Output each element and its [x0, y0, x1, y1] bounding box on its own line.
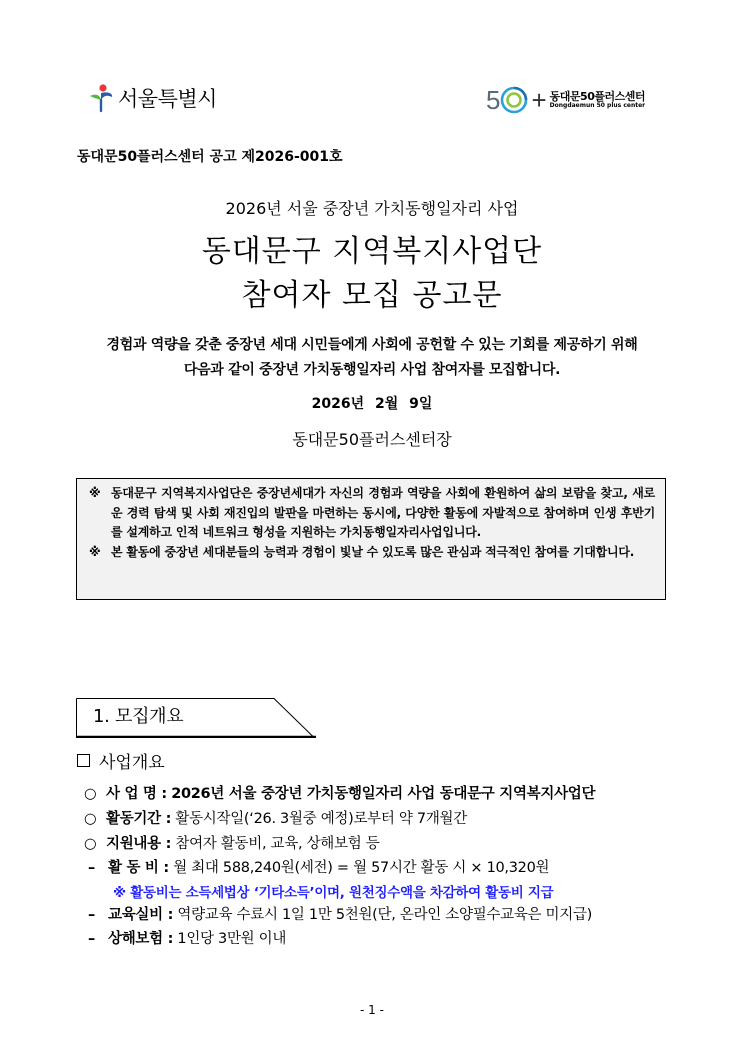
notice-item-text: 동대문구 지역복지사업단은 중장년세대가 자신의 경험과 역량을 사회에 환원하여 삶의 보람을 찾고, 새로운 경력 탐색 및 사회 재진입의 발판을 마련하는 동시에, 다양한 활동에 자발적으로 참여하며 인생 후반기를 설계하고 인적 네트워크 형성을 지원하는 가치동행일자리사업입니다.	[111, 486, 655, 539]
row-label: 교육실비 :	[108, 907, 174, 923]
seoul-emblem-icon	[88, 83, 114, 113]
overview-row-period	[84, 807, 467, 828]
intro-line2: 다음과 같이 중장년 가치동행일자리 사업 참여자를 모집합니다.	[183, 362, 561, 378]
section-label: 1. 모집개요	[93, 706, 184, 727]
sub-heading	[77, 748, 165, 773]
notice-number: 동대문50플러스센터 공고 제2026-001호	[77, 149, 343, 165]
row-label: 활 동 비 :	[108, 860, 169, 876]
row-value: 월 최대 588,240원(세전) = 월 57시간 활동 시 × 10,320원	[173, 860, 550, 876]
intro-line1: 경험과 역량을 갖춘 중장년 세대 시민들에게 사회에 공헌할 수 있는 기회를 제공하기 위해	[106, 337, 638, 353]
seoul-logo-text: 서울특별시	[118, 87, 217, 111]
seoul-logo	[88, 82, 217, 114]
row-value: 2026년 서울 중장년 가치동행일자리 사업 동대문구 지역복지사업단	[171, 786, 596, 802]
center-logo-name: 동대문50플러스센터	[549, 90, 645, 104]
row-value: 1인당 3만원 이내	[177, 931, 287, 947]
sub-heading-text: 사업개요	[99, 753, 165, 773]
row-label: 활동기간 :	[106, 811, 172, 827]
dash-bullet-icon: –	[88, 931, 95, 947]
center-logo-english: Dongdaemun 50 plus center	[549, 101, 646, 109]
target-circle-icon	[499, 85, 529, 115]
notice-box	[76, 478, 666, 600]
overview-row-fee	[88, 856, 549, 877]
circle-bullet-icon: ○	[84, 786, 97, 802]
dash-bullet-icon: –	[88, 907, 95, 923]
circle-bullet-icon: ○	[84, 811, 97, 827]
row-value: 역량교육 수료시 1일 1만 5천원(단, 온라인 소양필수교육은 미지급)	[177, 907, 593, 923]
checkbox-square-icon	[77, 754, 90, 767]
overview-row-support	[84, 832, 379, 853]
row-label: 상해보험 :	[108, 931, 174, 947]
section-heading	[76, 698, 316, 738]
page-number: - 1 -	[360, 1003, 384, 1017]
circle-bullet-icon: ○	[84, 836, 97, 852]
reference-mark: ※	[89, 486, 101, 500]
notice-item	[89, 543, 655, 563]
document-subtitle: 2026년 서울 중장년 가치동행일자리 사업	[225, 199, 519, 218]
signer: 동대문50플러스센터장	[292, 430, 452, 449]
center-logo-number: 5	[486, 84, 500, 115]
document-title-line1: 동대문구 지역복지사업단	[201, 234, 543, 269]
row-value: 참여자 활동비, 교육, 상해보험 등	[175, 836, 380, 852]
overview-row-insurance	[88, 927, 286, 948]
notice-date: 2026년 2월 9일	[311, 396, 433, 412]
dash-bullet-icon: –	[88, 860, 95, 876]
document-title-line2: 참여자 모집 공고문	[241, 278, 503, 313]
intro-paragraph	[0, 333, 744, 383]
reference-mark: ※	[89, 544, 101, 559]
row-label: 사 업 명 :	[106, 786, 167, 802]
row-label: 지원내용 :	[106, 836, 172, 852]
center-logo-plus: +	[531, 84, 547, 115]
overview-row-education	[88, 903, 592, 924]
center-logo	[486, 82, 645, 118]
notice-item	[89, 484, 655, 543]
overview-row-name	[84, 782, 595, 803]
row-value: 활동시작일(‘26. 3월중 예정)로부터 약 7개월간	[175, 811, 467, 827]
fee-note: ※ 활동비는 소득세법상 ‘기타소득’이며, 원천징수액을 차감하여 활동비 지급	[113, 885, 554, 901]
notice-item-text: 본 활동에 중장년 세대분들의 능력과 경험이 빛날 수 있도록 많은 관심과 적극적인 참여를 기대합니다.	[111, 544, 635, 559]
